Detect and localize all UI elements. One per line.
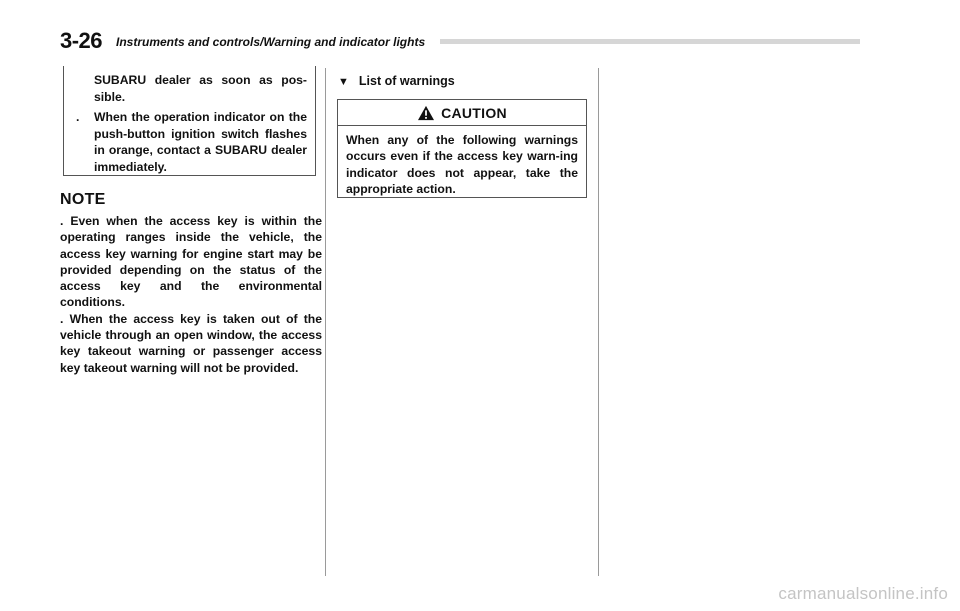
page-number: 3-26 [60,28,103,53]
note-item [60,311,322,376]
warning-continuation-box [63,66,316,176]
caution-box [337,99,587,198]
warning-triangle-icon [417,105,435,121]
column-divider-right [598,68,599,576]
watermark: carmanualsonline.info [778,584,948,603]
note-item-symbol: . [60,214,64,228]
bullet-text: When the operation indicator on the push-button ignition switch flashes in orange, contact a SUBARU dealer immediately. [94,110,307,174]
note-item [60,213,322,311]
down-triangle-icon: ▼ [338,76,349,88]
page-header [60,28,860,52]
caution-text: When any of the following warnings occurs even if the access key warn-ing indicator does not appear, take the appropriate action. [346,133,578,196]
note-item-text: When the access key is taken out of the vehicle through an open window, the access key takeout warning or passenger access key takeout warning will not be provided. [60,311,323,375]
note-body [60,213,322,376]
bullet-symbol: . [76,110,80,124]
note-item-symbol: . [60,311,64,326]
header-rule [440,39,860,44]
caution-header [338,100,586,126]
section-title: Instruments and controls/Warning and indicator lights [116,35,426,49]
note-item-text: Even when the access key is within the operating ranges inside the vehicle, the access key warning for engine start may be provided depending on the status of the access key and the environmental conditions. [60,214,322,310]
continuation-text: SUBARU dealer as soon as pos-sible. [94,73,307,104]
note-heading: NOTE [60,191,106,208]
caution-label: CAUTION [441,104,507,121]
list-of-warnings-heading [338,74,455,88]
column-divider-left [325,68,326,576]
bullet-item [74,109,307,175]
list-heading-text: List of warnings [358,74,455,88]
